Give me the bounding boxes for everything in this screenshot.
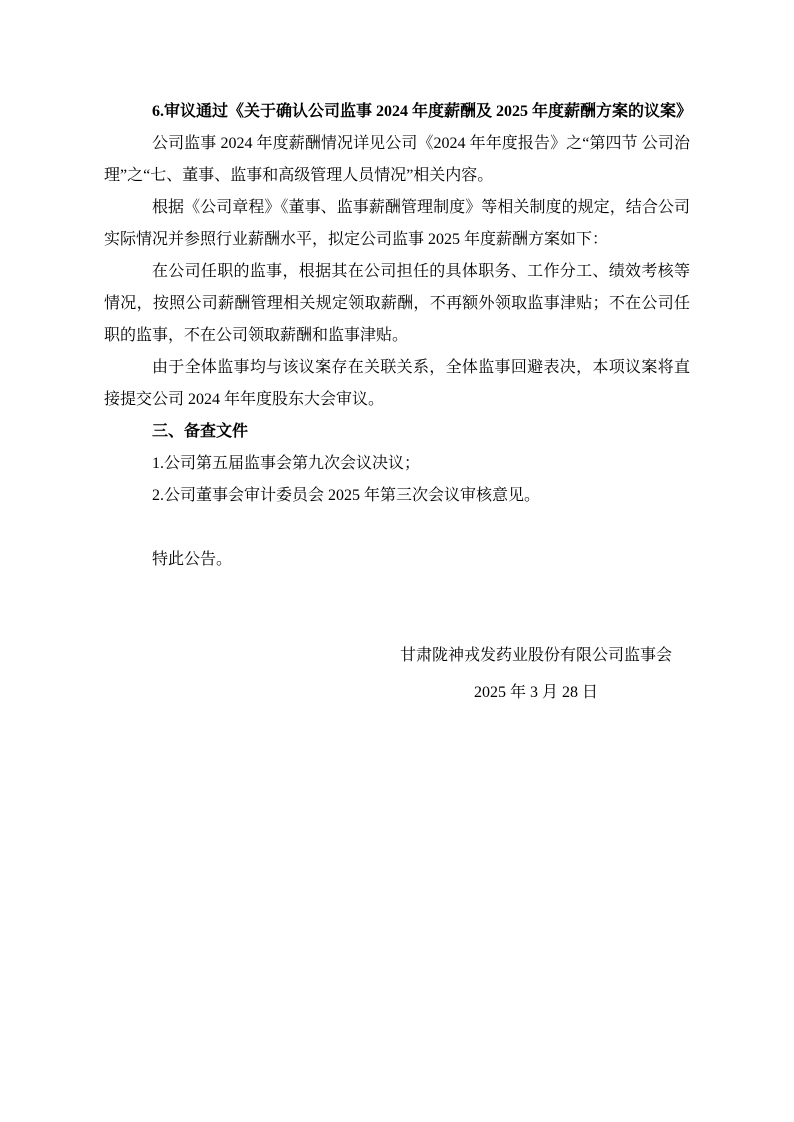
signature-date: 2025 年 3 月 28 日 <box>473 684 598 701</box>
para-related-party-abstention: 由于全体监事均与该议案存在关联关系，全体监事回避表决，本项议案将直接提交公司 2024 年年度股东大会审议。 <box>104 359 690 408</box>
reference-item-1: 1.公司第五届监事会第九次会议决议； <box>152 455 421 472</box>
para-supervisor-remuneration-rules: 在公司任职的监事，根据其在公司担任的具体职务、工作分工、绩效考核等情况，按照公司薪酬管理相关规定领取薪酬，不再额外领取监事津贴；不在公司任职的监事，不在公司领取薪酬和监事津贴。 <box>104 263 690 344</box>
closing-statement: 特此公告。 <box>152 551 233 568</box>
para-2025-remuneration-plan-basis: 根据《公司章程》《董事、监事薪酬管理制度》等相关制度的规定，结合公司实际情况并参照行业薪酬水平，拟定公司监事 2025 年度薪酬方案如下： <box>104 199 690 248</box>
agenda-item-6-heading: 6.审议通过《关于确认公司监事 2024 年度薪酬及 2025 年度薪酬方案的议案》 <box>152 103 693 120</box>
reference-item-2: 2.公司董事会审计委员会 2025 年第三次会议审核意见。 <box>152 487 541 504</box>
para-2024-remuneration-disclosure: 公司监事 2024 年度薪酬情况详见公司《2024 年年度报告》之“第四节 公司治理”之“七、董事、监事和高级管理人员情况”相关内容。 <box>104 135 690 184</box>
signature-block <box>400 640 672 709</box>
section-heading-reference-documents: 三、备查文件 <box>152 423 249 440</box>
signature-company: 甘肃陇神戎发药业股份有限公司监事会 <box>399 647 672 664</box>
